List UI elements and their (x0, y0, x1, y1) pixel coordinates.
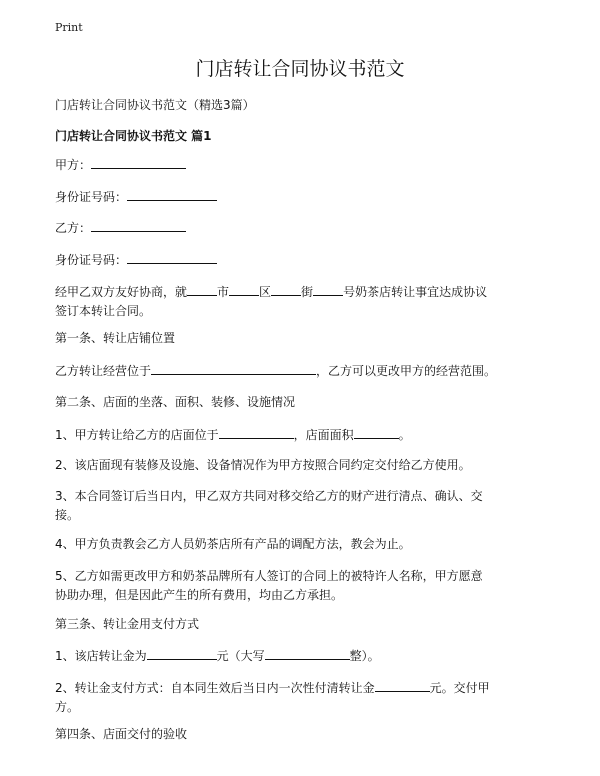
text-run: 街 (301, 285, 314, 299)
blank-field (187, 282, 217, 296)
blank-field (219, 425, 294, 439)
party-b-id-line (55, 250, 217, 270)
blank-field (91, 218, 186, 232)
article-2-item-3 (55, 487, 483, 525)
text-run: 签订本转让合同。 (55, 304, 152, 318)
blank-field (271, 282, 301, 296)
text-run: 1、该店转让金为 (55, 649, 147, 663)
party-b-line (55, 218, 186, 238)
text-run: ，乙方可以更改甲方的经营范围。 (316, 364, 497, 378)
text-run: 区 (259, 285, 272, 299)
text-run: 5、乙方如需更改甲方和奶茶品牌所有人签订的合同上的被特许人名称，甲方愿意 (55, 569, 483, 583)
intro-paragraph (55, 282, 487, 321)
party-b-label: 乙方： (55, 221, 92, 235)
article-2-item-2: 2、该店面现有装修及设施、设备情况作为甲方按照合同约定交付给乙方使用。 (55, 458, 471, 472)
text-run: 协助办理，但是因此产生的所有费用，均由乙方承担。 (55, 588, 344, 602)
text-run: ，店面面积 (293, 428, 354, 442)
text-run: 接。 (55, 508, 80, 522)
blank-field (354, 425, 399, 439)
party-a-id-line (55, 187, 217, 207)
text-run: 。 (398, 428, 411, 442)
print-link[interactable]: Print (55, 21, 83, 34)
text-run: 经甲乙双方友好协商，就 (55, 285, 188, 299)
article-1-title: 第一条、转让店铺位置 (55, 331, 176, 345)
article-3-item-1 (55, 646, 380, 666)
party-b-id-label: 身份证号码： (55, 253, 128, 267)
article-2-title: 第二条、店面的坐落、面积、装修、设施情况 (55, 395, 296, 409)
text-run: 市 (217, 285, 230, 299)
article-2-item-4: 4、甲方负责教会乙方人员奶茶店所有产品的调配方法，教会为止。 (55, 537, 411, 551)
article-4-title: 第四条、店面交付的验收 (55, 727, 188, 741)
party-a-line (55, 155, 186, 175)
text-run: 号奶茶店转让事宜达成协议 (343, 285, 488, 299)
document-title: 门店转让合同协议书范文 (195, 58, 405, 80)
section-heading: 门店转让合同协议书范文 篇1 (55, 129, 212, 143)
blank-field (265, 646, 350, 660)
article-2-item-1 (55, 425, 411, 445)
blank-field (229, 282, 259, 296)
blank-field (147, 646, 217, 660)
blank-field (375, 678, 430, 692)
document-subtitle: 门店转让合同协议书范文（精选3篇） (55, 98, 255, 112)
article-2-item-5 (55, 567, 483, 605)
text-run: 2、转让金支付方式：自本同生效后当日内一次性付清转让金 (55, 681, 375, 695)
blank-field (151, 361, 316, 375)
blank-field (91, 155, 186, 169)
text-run: 整）。 (349, 649, 380, 663)
blank-field (313, 282, 343, 296)
text-run: 元（大写 (216, 649, 265, 663)
text-run: 方。 (55, 700, 80, 714)
blank-field (127, 187, 217, 201)
party-a-id-label: 身份证号码： (55, 190, 128, 204)
text-run: 元。交付甲 (429, 681, 490, 695)
article-3-title: 第三条、转让金用支付方式 (55, 617, 200, 631)
text-run: 1、甲方转让给乙方的店面位于 (55, 428, 219, 442)
article-1-text (55, 361, 496, 381)
text-run: 3、本合同签订后当日内，甲乙双方共同对移交给乙方的财产进行清点、确认、交 (55, 489, 483, 503)
blank-field (127, 250, 217, 264)
text-run: 乙方转让经营位于 (55, 364, 152, 378)
article-3-item-2 (55, 678, 490, 717)
party-a-label: 甲方： (55, 158, 92, 172)
